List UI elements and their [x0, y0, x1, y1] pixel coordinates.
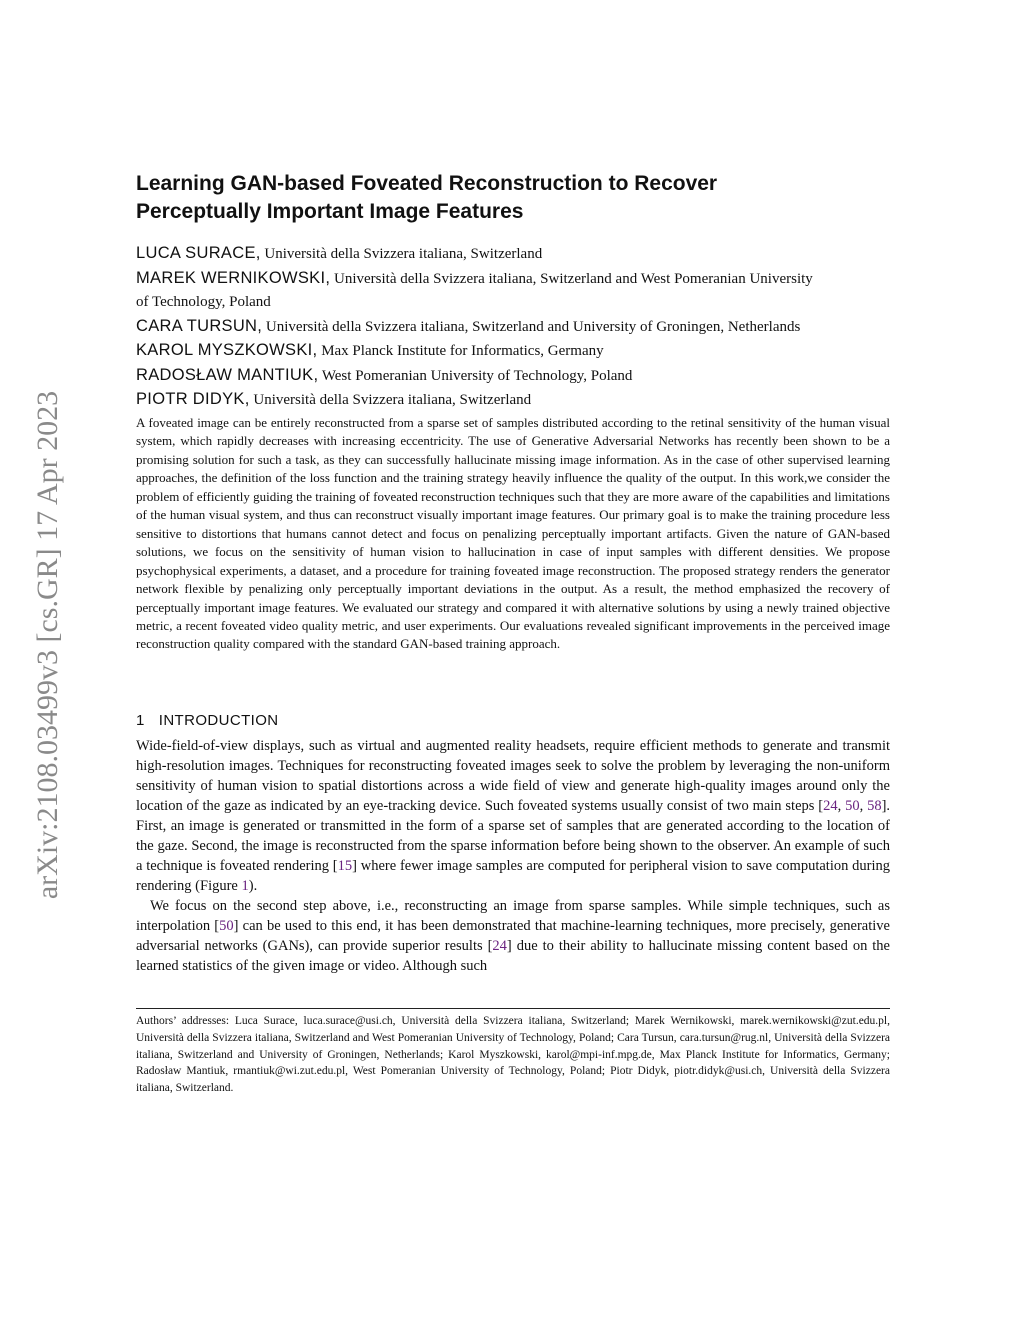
- section-title: INTRODUCTION: [158, 712, 279, 729]
- author-entry: [136, 315, 890, 340]
- footnote-divider: [136, 1008, 890, 1009]
- abstract: A foveated image can be entirely reconstructed from a sparse set of samples distributed according to the retinal sensitivity of the human visual system, which rapidly decreases with increasing eccentricity. The use of Generative Adversarial Networks has recently been shown to be a promising solution for such a task, as they can successfully hallucinate missing image information. As in the case of other supervised learning approaches, the definition of the loss function and the training strategy heavily influence the quality of the output. In this work,we consider the problem of efficiently guiding the training of foveated reconstruction techniques such that they are more aware of the capabilities and limitations of the human visual system, and thus can reconstruct visually important image features. Our primary goal is to make the training procedure less sensitive to distortions that humans cannot detect and focus on penalizing perceptually important artifacts. Given the nature of GAN-based solutions, we focus on the sensitivity of human vision to hallucination in case of input samples with different densities. We propose psychophysical experiments, a dataset, and a procedure for training foveated image reconstruction. The proposed strategy renders the generator network flexible by penalizing only perceptually important deviations in the output. As a result, the method emphasized the recovery of perceptually important image features. We evaluated our strategy and compared it with alternative solutions by using a newly trained objective metric, a recent foveated video quality metric, and user experiments. Our evaluations revealed significant improvements in the perceived image reconstruction quality compared with the standard GAN-based training approach.: [136, 415, 890, 652]
- author-name: MAREK WERNIKOWSKI,: [136, 268, 331, 287]
- paragraph-text: ]. First, an image is generated or transmitted in the form of a sparse set of samples that are generated according to the location of the gaze. Second, the image is reconstructed from the sparse information before being shown to the observer. An example of such a technique is foveated rendering [: [136, 798, 891, 874]
- citation-link[interactable]: 50: [219, 918, 234, 934]
- citation-link[interactable]: 58: [867, 798, 882, 814]
- author-list: [136, 242, 890, 413]
- paragraph-text: Wide-field-of-view displays, such as virtual and augmented reality headsets, require efficient methods to generate and transmit high-resolution images. Techniques for reconstructing foveated images seek to solve the problem by leveraging the non-uniform sensitivity of human vision to spatial distortions across a wide field of view and generate high-quality images around only the location of the gaze as indicated by an eye-tracking device. Such foveated systems usually consist of two main steps [: [136, 738, 890, 814]
- citation-link[interactable]: 24: [492, 938, 507, 954]
- author-affiliation: Università della Svizzera italiana, Switzerland: [249, 392, 532, 408]
- introduction-body: [136, 736, 890, 976]
- citation-link[interactable]: 15: [337, 858, 353, 874]
- author-name: LUCA SURACE,: [136, 244, 261, 262]
- paper-title: [136, 170, 890, 226]
- citation-link[interactable]: 24: [823, 798, 838, 814]
- author-entry: [136, 267, 890, 292]
- paragraph-text: ).: [248, 878, 258, 894]
- author-affiliation: Università della Svizzera italiana, Switzerland and West Pomeranian University: [330, 270, 813, 287]
- intro-paragraph-2: [136, 896, 890, 976]
- author-entry: [136, 388, 890, 413]
- intro-paragraph-1: [136, 736, 890, 896]
- title-line-1: Learning GAN-based Foveated Reconstruction to Recover: [136, 172, 718, 195]
- section-number: 1: [136, 712, 145, 729]
- author-affiliation: Università della Svizzera italiana, Switzerland and University of Groningen, Netherlands: [262, 318, 801, 335]
- citation-separator: ,: [837, 798, 846, 814]
- author-affiliation-continued: of Technology, Poland: [136, 294, 271, 310]
- paragraph-text: ] due to their ability to hallucinate missing content based on the learned statistics of the given image or video. Although such: [136, 938, 890, 974]
- author-name: RADOSŁAW MANTIUK,: [136, 365, 319, 384]
- arxiv-identifier: arXiv:2108.03499v3 [cs.GR] 17 Apr 2023: [31, 390, 64, 900]
- author-entry: [136, 339, 890, 364]
- author-name: CARA TURSUN,: [136, 316, 263, 335]
- author-name: PIOTR DIDYK,: [136, 390, 250, 408]
- citation-separator: ,: [859, 798, 868, 814]
- author-affiliation: Max Planck Institute for Informatics, Germany: [317, 343, 604, 359]
- citation-link[interactable]: 50: [845, 798, 860, 814]
- section-heading: [136, 711, 279, 731]
- author-name: KAROL MYSZKOWSKI,: [136, 341, 318, 359]
- author-affiliation: Università della Svizzera italiana, Switzerland: [260, 246, 543, 262]
- authors-addresses-footnote: Authors’ addresses: Luca Surace, luca.surace@usi.ch, Università della Svizzera italiana, Switzerland; Marek Wernikowski, marek.wernikowski@zut.edu.pl, Università della Svizzera italiana, Switzerland and West Pomeranian University of Technology, Poland; Cara Tursun, cara.tursun@rug.nl, Università della Svizzera italiana, Switzerland and University of Groningen, Netherlands; Karol Myszkowski, karol@mpi-inf.mpg.de, Max Planck Institute for Informatics, Germany; Radosław Mantiuk, rmantiuk@wi.zut.edu.pl, West Pomeranian University of Technology, Poland; Piotr Didyk, piotr.didyk@usi.ch, Università della Svizzera italiana, Switzerland.: [136, 1015, 890, 1095]
- author-entry: [136, 364, 890, 389]
- author-affiliation: West Pomeranian University of Technology, Poland: [318, 367, 633, 384]
- paragraph-text: ] where fewer image samples are computed for peripheral vision to save computation during rendering (Figure: [136, 858, 890, 894]
- paragraph-text: ] can be used to this end, it has been demonstrated that machine-learning techniques, more precisely, generative adversarial networks (GANs), can provide superior results [: [136, 918, 890, 954]
- title-line-2: Perceptually Important Image Features: [136, 200, 524, 223]
- author-entry: [136, 242, 890, 267]
- figure-reference-link[interactable]: 1: [241, 878, 249, 894]
- paragraph-text: We focus on the second step above, i.e., reconstructing an image from sparse samples. While simple techniques, such as interpolation [: [136, 898, 890, 934]
